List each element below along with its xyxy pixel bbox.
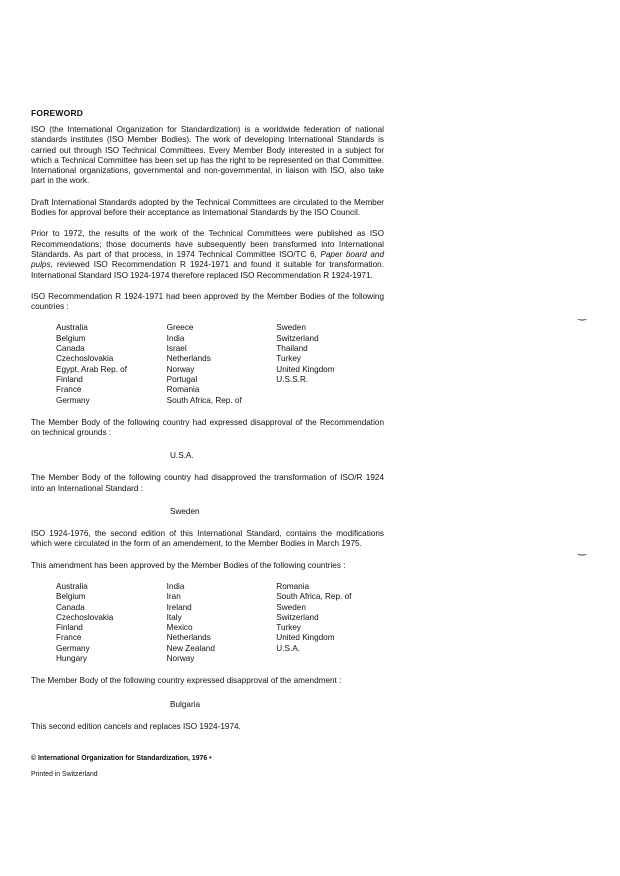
country-sweden: Sweden bbox=[170, 507, 200, 517]
paragraph-7: ISO 1924-1976, the second edition of this International Standard, contains the modifications which were circulated in the form of an amendement, to the Member Bodies in March 1975. bbox=[31, 529, 384, 549]
country-item: Czechoslovakia bbox=[56, 612, 114, 622]
country-item: Finland bbox=[56, 623, 83, 633]
country-item: Egypt, Arab Rep. of bbox=[56, 364, 128, 374]
country-column bbox=[276, 323, 384, 405]
country-item: New Zealand bbox=[166, 643, 215, 653]
country-item: Greece bbox=[166, 323, 194, 333]
heading: FOREWORD bbox=[31, 108, 84, 118]
country-item: Belgium bbox=[56, 333, 86, 343]
margin-mark-icon: ‿ bbox=[578, 310, 587, 321]
country-item: Mexico bbox=[166, 623, 193, 633]
country-item: Turkey bbox=[276, 354, 302, 364]
country-item: India bbox=[166, 333, 185, 343]
paragraph-5: The Member Body of the following country had expressed disapproval of the Recommendation on technical grounds : bbox=[31, 417, 384, 438]
country-item: Norway bbox=[166, 364, 195, 374]
country-item: Norway bbox=[166, 653, 195, 663]
country-item: France bbox=[56, 385, 82, 395]
country-item: U.S.A. bbox=[276, 643, 300, 653]
country-item: Israel bbox=[166, 344, 187, 354]
country-item: U.S.S.R. bbox=[276, 374, 309, 384]
country-item: Netherlands bbox=[166, 354, 211, 364]
country-item: South Africa, Rep. of bbox=[276, 592, 352, 602]
country-list-1 bbox=[56, 323, 384, 405]
country-item: Canada bbox=[56, 344, 85, 354]
country-item: Australia bbox=[56, 581, 88, 591]
paragraph-3: Prior to 1972, the results of the work of the Technical Committees were published as ISO Recommendations; those documents have subsequently been transformed into International Standards. As part of that process, in 1974 Technical Committee ISO/TC 6, Paper board and pulps, reviewed ISO Recommendation R 1924-1971 and found it suitable for transformation. International Standard ISO 1924-1974 therefore replaced ISO Recommendation R 1924-1971. bbox=[31, 229, 385, 280]
country-item: Italy bbox=[166, 612, 182, 622]
paragraph-4: ISO Recommendation R 1924-1971 had been approved by the Member Bodies of the following countries : bbox=[31, 291, 384, 312]
paragraph-2: Draft International Standards adopted by the Technical Committees are circulated to the Member Bodies for approval before their acceptance as International Standards by the ISO Council. bbox=[31, 197, 384, 218]
country-column bbox=[167, 582, 277, 664]
country-item: Germany bbox=[56, 643, 90, 653]
paragraph-6: The Member Body of the following country had disapproved the transformation of ISO/R 1924 into an International Standard : bbox=[31, 473, 384, 493]
country-item: Portugal bbox=[166, 374, 198, 384]
country-item: Romania bbox=[166, 385, 200, 395]
country-column bbox=[167, 323, 277, 405]
country-item: Switzerland bbox=[276, 333, 319, 343]
country-item: Czechoslovakia bbox=[56, 354, 114, 364]
country-item: Canada bbox=[56, 602, 85, 612]
country-item: Belgium bbox=[56, 592, 86, 602]
country-item: India bbox=[166, 581, 185, 591]
country-item: South Africa, Rep. of bbox=[166, 395, 242, 405]
country-usa: U.S.A. bbox=[170, 451, 194, 461]
country-item: Iran bbox=[166, 592, 181, 602]
country-column bbox=[276, 582, 384, 664]
country-item: Germany bbox=[56, 395, 90, 405]
country-item: Thailand bbox=[276, 344, 308, 354]
copyright-line: © International Organization for Standardization, 1976 • bbox=[31, 754, 212, 762]
country-bulgaria: Bulgaria bbox=[170, 699, 201, 709]
country-item: Sweden bbox=[276, 323, 306, 333]
printed-in: Printed in Switzerland bbox=[31, 770, 98, 778]
country-list-2 bbox=[56, 582, 384, 664]
document-page bbox=[31, 108, 384, 778]
country-item: United Kingdom bbox=[276, 364, 335, 374]
country-item: Switzerland bbox=[276, 612, 319, 622]
country-item: Ireland bbox=[166, 602, 192, 612]
country-item: Australia bbox=[56, 323, 88, 333]
paragraph-10: This second edition cancels and replaces ISO 1924-1974. bbox=[31, 721, 241, 731]
country-item: United Kingdom bbox=[276, 633, 335, 643]
country-item: Hungary bbox=[56, 653, 87, 663]
paragraph-1: ISO (the International Organization for Standardization) is a worldwide federation of national standards institutes (ISO Member Bodies). The work of developing International Standards is carried out through ISO Technical Committees. Every Member Body interested in a subject for which a Technical Committee has been set up has the right to be represented on that Committee. International organizations, governmental and non-governmental, in liaison with ISO, also take part in the work. bbox=[31, 125, 384, 186]
country-item: Turkey bbox=[276, 623, 302, 633]
paragraph-9: The Member Body of the following country expressed disapproval of the amendment : bbox=[31, 676, 342, 686]
country-item: France bbox=[56, 633, 82, 643]
country-item: Finland bbox=[56, 374, 83, 384]
country-column bbox=[56, 323, 167, 405]
country-column bbox=[56, 582, 167, 664]
country-item: Netherlands bbox=[166, 633, 211, 643]
country-item: Romania bbox=[276, 581, 310, 591]
country-item: Sweden bbox=[276, 602, 306, 612]
margin-mark-icon: ‿ bbox=[578, 545, 587, 556]
paragraph-8: This amendment has been approved by the Member Bodies of the following countries : bbox=[31, 560, 346, 570]
